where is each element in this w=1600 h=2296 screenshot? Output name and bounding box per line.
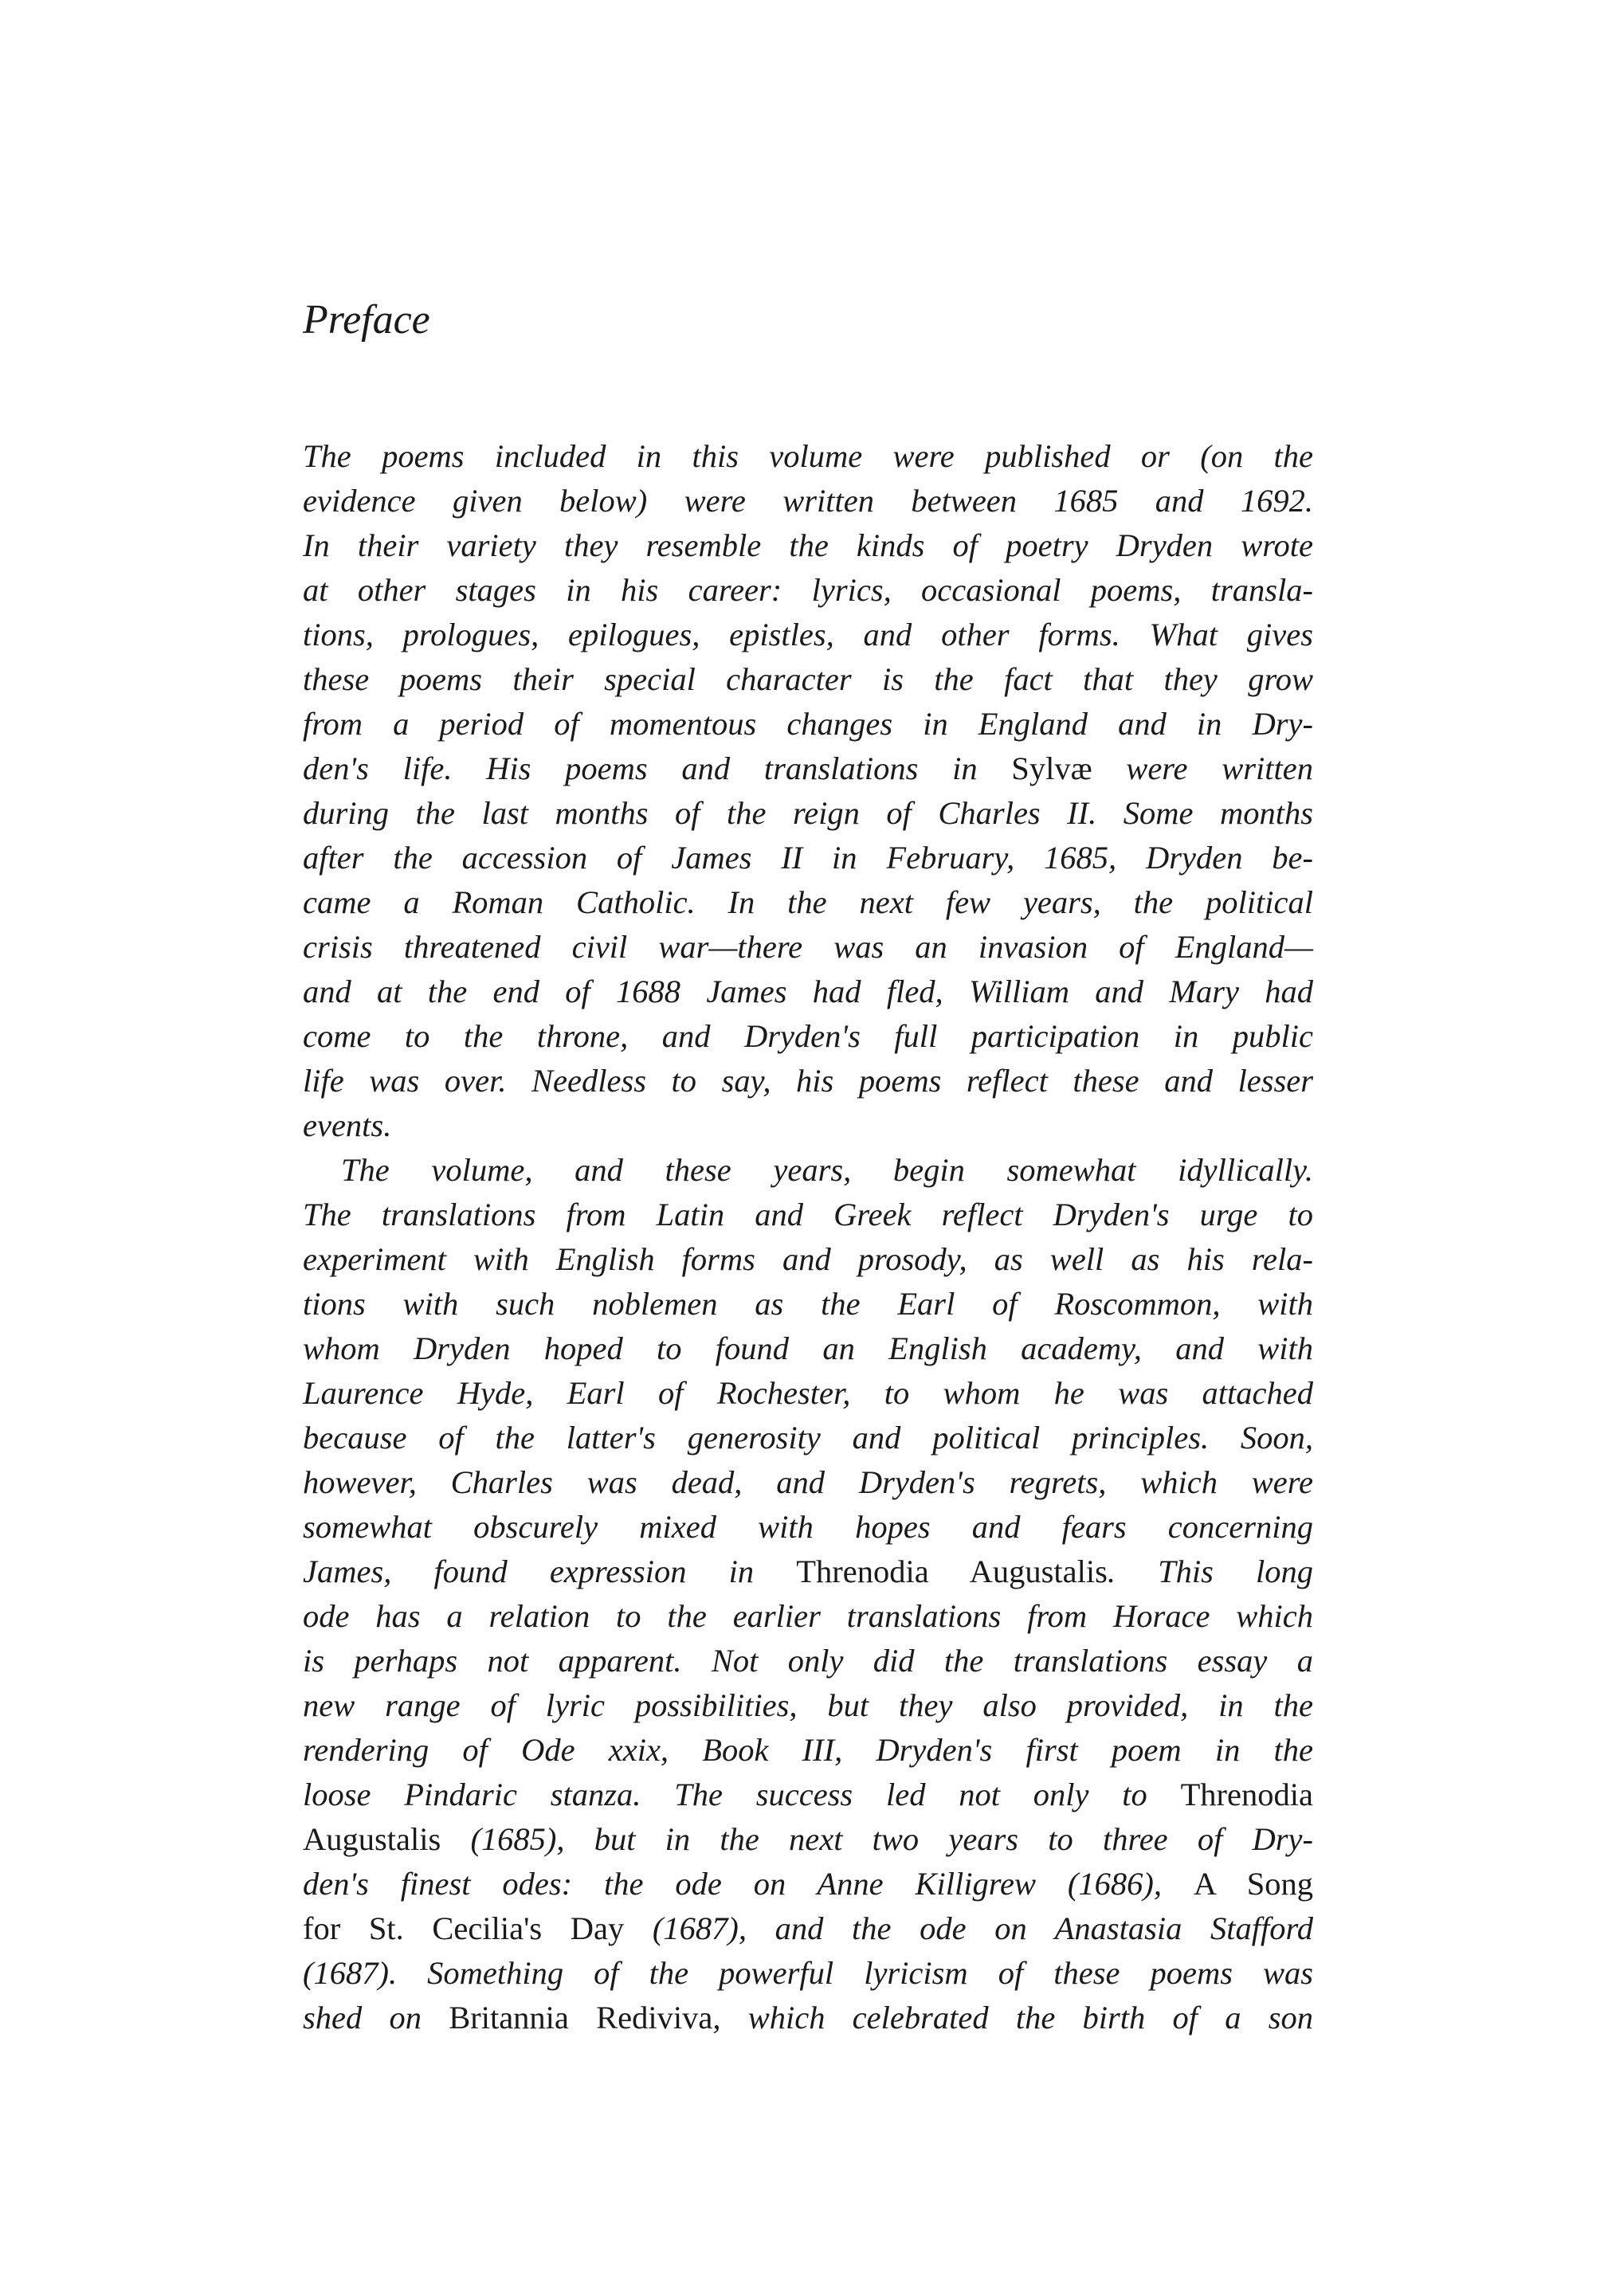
- text-line: [303, 1639, 1313, 1683]
- text-run: den's life. His poems and translations in: [303, 750, 1012, 786]
- text-line: [303, 1728, 1313, 1773]
- text-run: however, Charles was dead, and Dryden's regrets, which were: [303, 1464, 1313, 1500]
- text-line: [303, 1103, 1313, 1148]
- text-run: James, found expression in: [303, 1554, 797, 1589]
- text-run: at other stages in his career: lyrics, occasional poems, transla-: [303, 572, 1313, 608]
- text-line: [303, 613, 1313, 657]
- text-run: somewhat obscurely mixed with hopes and fears concerning: [303, 1509, 1313, 1545]
- title-text: Sylvæ: [1011, 750, 1092, 786]
- text-run: The volume, and these years, begin somewhat idyllically.: [341, 1152, 1313, 1188]
- text-run: . This long: [1107, 1554, 1313, 1589]
- text-line: [303, 1817, 1313, 1862]
- text-run: new range of lyric possibilities, but they also provided, in the: [303, 1687, 1313, 1723]
- text-run: tions with such noblemen as the Earl of Roscommon, with: [303, 1286, 1313, 1322]
- text-run: whom Dryden hoped to found an English academy, and with: [303, 1330, 1313, 1366]
- text-line: [303, 746, 1313, 791]
- text-run: life was over. Needless to say, his poems reflect these and lesser: [303, 1063, 1313, 1099]
- text-run: The translations from Latin and Greek reflect Dryden's urge to: [303, 1197, 1313, 1232]
- text-line: [303, 1996, 1313, 2040]
- text-run: events.: [303, 1107, 392, 1143]
- preface-body: [303, 434, 1313, 2040]
- text-run: is perhaps not apparent. Not only did the translations essay a: [303, 1643, 1313, 1679]
- text-line: [303, 880, 1313, 925]
- text-run: loose Pindaric stanza. The success led not only to: [303, 1777, 1181, 1812]
- text-run: these poems their special character is the fact that they grow: [303, 661, 1313, 697]
- text-run: came a Roman Catholic. In the next few years, the political: [303, 884, 1313, 920]
- text-line: [303, 1951, 1313, 1996]
- text-line: [303, 523, 1313, 568]
- text-run: because of the latter's generosity and political principles. Soon,: [303, 1420, 1313, 1456]
- title-text: for St. Cecilia's Day: [303, 1910, 625, 1946]
- text-run: ode has a relation to the earlier translations from Horace which: [303, 1598, 1313, 1634]
- text-run: shed on: [303, 2000, 449, 2035]
- text-run: , which celebrated the birth of a son: [712, 2000, 1313, 2035]
- text-line: [303, 1193, 1313, 1237]
- text-line: [303, 791, 1313, 836]
- text-line: [303, 1014, 1313, 1059]
- text-run: The poems included in this volume were published or (on the: [303, 438, 1313, 474]
- text-line: [303, 1371, 1313, 1416]
- text-line: [303, 568, 1313, 613]
- text-run: experiment with English forms and prosody, as well as his rela-: [303, 1241, 1313, 1277]
- text-line: [303, 1237, 1313, 1282]
- page-heading: Preface: [303, 297, 430, 343]
- paragraph: [303, 1148, 1313, 2040]
- text-run: rendering of Ode xxix, Book III, Dryden's first poem in the: [303, 1732, 1313, 1768]
- text-run: were written: [1092, 750, 1314, 786]
- text-line: [303, 925, 1313, 970]
- text-line: [303, 1594, 1313, 1639]
- text-run: evidence given below) were written between 1685 and 1692.: [303, 483, 1313, 519]
- text-line: [303, 1906, 1313, 1951]
- text-line: [303, 1460, 1313, 1505]
- text-line: [303, 1550, 1313, 1594]
- text-line: [303, 1862, 1313, 1906]
- title-text: A Song: [1193, 1866, 1313, 1902]
- text-line: [303, 702, 1313, 746]
- title-text: Augustalis: [303, 1821, 441, 1857]
- text-line: [303, 1326, 1313, 1371]
- text-line: [303, 1773, 1313, 1817]
- text-line: [303, 836, 1313, 880]
- text-run: come to the throne, and Dryden's full participation in public: [303, 1018, 1313, 1054]
- text-run: from a period of momentous changes in England and in Dry-: [303, 706, 1313, 742]
- text-run: Laurence Hyde, Earl of Rochester, to whom he was attached: [303, 1375, 1313, 1411]
- text-line: [303, 1416, 1313, 1460]
- text-line: [303, 1148, 1313, 1193]
- text-run: (1685), but in the next two years to three of Dry-: [441, 1821, 1313, 1857]
- text-line: [303, 1505, 1313, 1550]
- text-run: after the accession of James II in February, 1685, Dryden be-: [303, 840, 1313, 876]
- title-text: Threnodia Augustalis: [796, 1554, 1108, 1589]
- text-line: [303, 1282, 1313, 1326]
- title-text: Threnodia: [1180, 1777, 1313, 1812]
- text-line: [303, 1683, 1313, 1728]
- text-run: (1687), and the ode on Anastasia Stafford: [624, 1910, 1313, 1946]
- text-line: [303, 970, 1313, 1014]
- title-text: Britannia Rediviva: [449, 2000, 713, 2035]
- paragraph: [303, 434, 1313, 1148]
- text-line: [303, 657, 1313, 702]
- text-run: crisis threatened civil war—there was an invasion of England—: [303, 929, 1313, 965]
- text-run: during the last months of the reign of Charles II. Some months: [303, 795, 1313, 831]
- text-run: (1687). Something of the powerful lyricism of these poems was: [303, 1955, 1313, 1991]
- text-line: [303, 434, 1313, 479]
- text-run: and at the end of 1688 James had fled, William and Mary had: [303, 974, 1313, 1009]
- text-run: In their variety they resemble the kinds of poetry Dryden wrote: [303, 527, 1313, 563]
- text-line: [303, 479, 1313, 523]
- text-run: den's finest odes: the ode on Anne Killigrew (1686),: [303, 1866, 1194, 1902]
- text-run: tions, prologues, epilogues, epistles, and other forms. What gives: [303, 617, 1313, 652]
- text-line: [303, 1059, 1313, 1103]
